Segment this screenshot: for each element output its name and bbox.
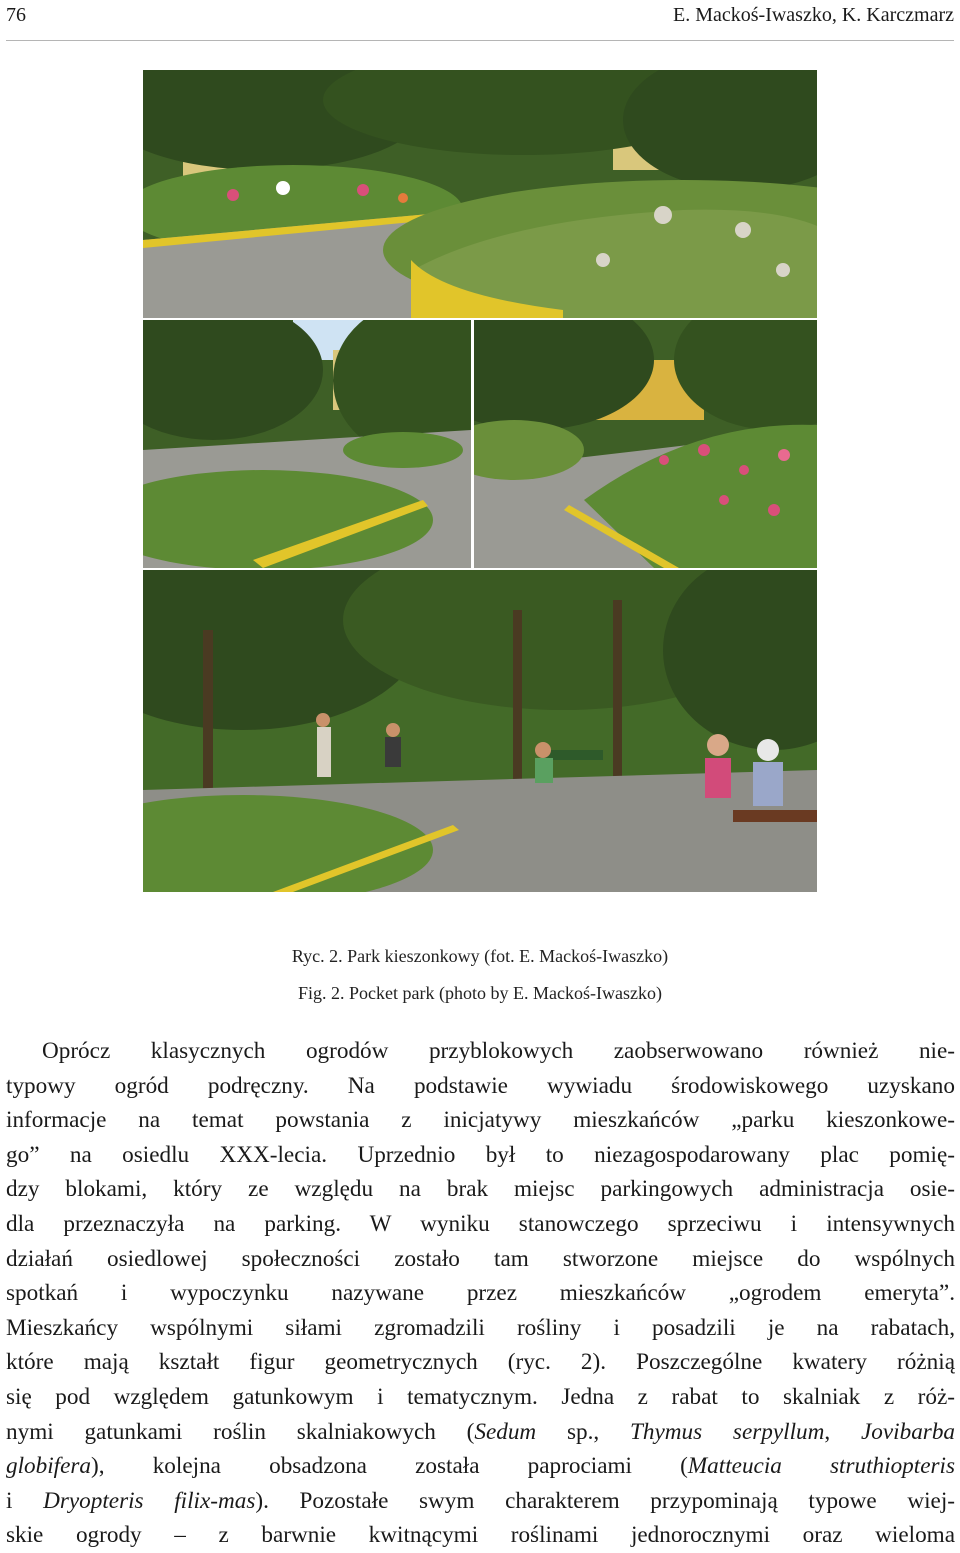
- photo-flowerbed-right: [474, 320, 817, 568]
- running-header: [6, 0, 954, 41]
- photo-rockery: [143, 70, 817, 318]
- text-line: [6, 1415, 955, 1450]
- species-name: globifera: [6, 1453, 92, 1480]
- text-line: Oprócz klasycznych ogrodów przyblokowych zaobserwowano również nie-: [42, 1038, 955, 1064]
- text-segment: ), kolejna obsadzona została paprociami (: [91, 1453, 688, 1480]
- photo-benches-people: [143, 570, 817, 892]
- text-line: skie ogrody – z barwnie kwitnącymi roślinami jednorocznymi oraz wieloma: [6, 1522, 955, 1549]
- text-line: dla przeznaczyła na parking. W wyniku stanowczego sprzeciwu i intensywnych: [6, 1210, 955, 1237]
- text-segment: ). Pozostałe swym charakterem przypominają typowe wiej-: [255, 1487, 955, 1514]
- text-line: typowy ogród podręczny. Na podstawie wywiadu środowiskowego uzyskano: [6, 1072, 955, 1099]
- body-paragraph: [6, 1034, 955, 1553]
- page-number: 76: [6, 4, 26, 26]
- text-line: działań osiedlowej społeczności zostało tam stworzone miejsce do wspólnych: [6, 1245, 955, 1272]
- figure-2-collage: [143, 70, 817, 892]
- text-line: Mieszkańcy wspólnymi siłami zgromadzili rośliny i posadzili je na rabatach,: [6, 1314, 955, 1341]
- text-segment: i: [6, 1487, 44, 1514]
- text-segment: sp.,: [536, 1418, 630, 1445]
- text-line: [6, 1484, 955, 1519]
- text-line: informacje na temat powstania z inicjatywy mieszkańców „parku kieszonkowe-: [6, 1107, 955, 1134]
- species-name: Jovibarba: [860, 1418, 955, 1445]
- text-line: które mają kształt figur geometrycznych (ryc. 2). Poszczególne kwatery różnią: [6, 1349, 955, 1376]
- running-head-authors: E. Mackoś-Iwaszko, K. Karczmarz: [673, 4, 954, 26]
- text-segment: ,: [824, 1418, 861, 1445]
- photo-paths-left: [143, 320, 471, 568]
- text-segment: nymi gatunkami roślin skalniakowych (: [6, 1418, 475, 1445]
- figure-caption-english: Fig. 2. Pocket park (photo by E. Mackoś-Iwaszko): [298, 983, 662, 1003]
- text-line: się pod względem gatunkowym i tematycznym. Jedna z rabat to skalniak z róż-: [6, 1383, 955, 1410]
- species-name: Thymus serpyllum: [630, 1418, 825, 1445]
- text-line: spotkań i wypoczynku nazywane przez mieszkańców „ogrodem emeryta”.: [6, 1280, 955, 1307]
- text-line: dzy blokami, który ze względu na brak miejsc parkingowych administracja osie-: [6, 1176, 955, 1203]
- species-name: Matteucia struthiopteris: [687, 1453, 955, 1480]
- figure-caption-polish: Ryc. 2. Park kieszonkowy (fot. E. Mackoś-Iwaszko): [291, 946, 669, 966]
- species-name: Sedum: [474, 1418, 537, 1445]
- text-line: [6, 1449, 955, 1484]
- text-line: go” na osiedlu XXX-lecia. Uprzednio był to niezagospodarowany plac pomię-: [6, 1141, 955, 1168]
- species-name: Dryopteris filix-mas: [43, 1487, 256, 1514]
